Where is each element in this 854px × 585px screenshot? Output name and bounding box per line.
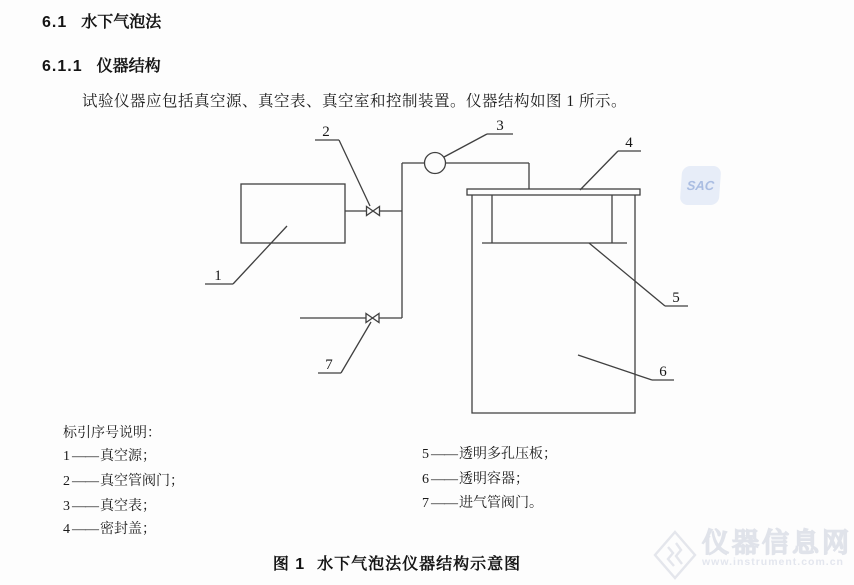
callout-7-label: 7 [325, 357, 333, 373]
legend-item-text: 真空管阀门； [100, 474, 184, 489]
callout-4-leader [580, 151, 618, 190]
vacuum-valve-symbol [367, 207, 380, 216]
subsection-number: 6.1.1 [42, 58, 83, 75]
vacuum-source-box [241, 184, 345, 243]
figure-caption [0, 551, 794, 574]
section-number: 6.1 [42, 14, 68, 31]
legend-item-num: 6 [422, 472, 429, 487]
legend-item-3 [63, 495, 156, 515]
transparent-container [472, 195, 635, 413]
legend-item-num: 7 [422, 496, 429, 511]
legend-dash: —— [431, 447, 457, 462]
legend-item-1 [63, 445, 156, 465]
callout-3-label: 3 [496, 118, 504, 134]
legend-item-num: 5 [422, 447, 429, 462]
legend-dash: —— [72, 474, 98, 489]
inlet-valve-symbol [366, 314, 379, 323]
legend-item-num: 2 [63, 474, 70, 489]
legend-item-5 [422, 443, 557, 463]
callout-6-leader [578, 355, 652, 380]
sac-logo-text: SAC [686, 178, 715, 193]
legend-item-text: 真空表； [100, 499, 156, 514]
callout-7-leader [341, 322, 371, 373]
legend-item-text: 透明容器； [459, 472, 529, 487]
legend-item-2 [63, 470, 184, 490]
callout-6-label: 6 [659, 364, 667, 380]
figure-caption-number: 图 1 [272, 556, 306, 573]
legend-item-text: 进气管阀门。 [459, 496, 543, 511]
legend-item-7 [422, 492, 543, 512]
body-paragraph: 试验仪器应包括真空源、真空表、真空室和控制装置。仪器结构如图 1 所示。 [82, 93, 628, 110]
callout-5-label: 5 [672, 290, 680, 306]
legend-dash: —— [72, 449, 98, 464]
legend-item-text: 密封盖； [100, 522, 156, 537]
legend-item-4 [63, 518, 156, 538]
section-title: 水下气泡法 [81, 14, 162, 31]
watermark-site-url: www.instrument.com.cn [702, 556, 844, 568]
callout-4-label: 4 [625, 135, 633, 151]
callout-1-label: 1 [214, 268, 222, 284]
legend-item-6 [422, 468, 529, 488]
legend-item-num: 4 [63, 522, 70, 537]
subsection-title: 仪器结构 [96, 58, 161, 75]
watermark-site-name: 仪器信息网 [702, 528, 852, 558]
legend-item-text: 透明多孔压板； [459, 447, 557, 462]
callout-2-leader [339, 140, 370, 206]
legend-dash: —— [431, 472, 457, 487]
sealing-cover [467, 189, 640, 195]
callout-5-leader [589, 243, 665, 306]
callout-3-leader [444, 134, 487, 157]
legend-dash: —— [72, 499, 98, 514]
legend-item-num: 3 [63, 499, 70, 514]
vacuum-gauge-circle [425, 153, 446, 174]
legend-dash: —— [431, 496, 457, 511]
legend-item-num: 1 [63, 449, 70, 464]
legend-item-text: 真空源； [100, 449, 156, 464]
legend-title: 标引序号说明： [63, 426, 161, 441]
callout-2-label: 2 [322, 124, 330, 140]
figure-caption-text: 水下气泡法仪器结构示意图 [317, 556, 522, 573]
legend-dash: —— [72, 522, 98, 537]
